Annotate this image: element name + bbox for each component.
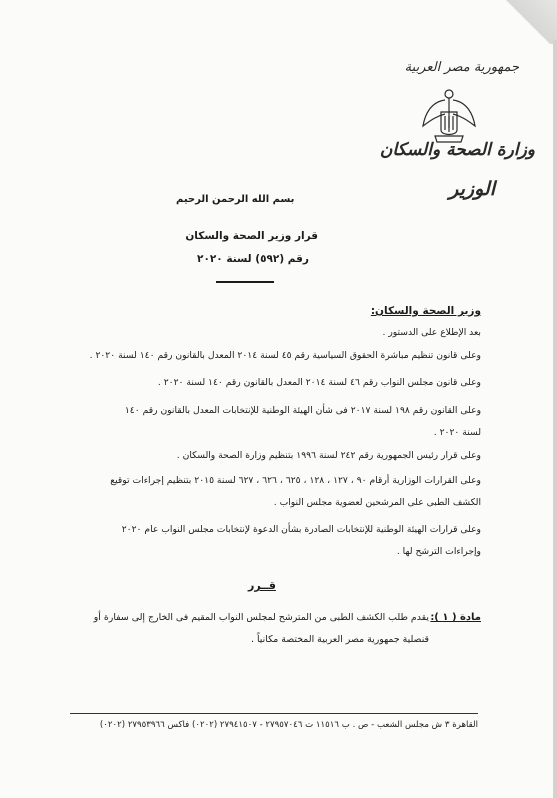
addressee-heading: وزير الصحة والسكان: — [370, 305, 481, 317]
coat-of-arms-icon — [421, 84, 477, 146]
preamble-paragraph — [81, 322, 481, 344]
article-line: قنصلية جمهورية مصر العربية المختصة مكانياً . — [250, 634, 429, 645]
preamble-line: وعلى قانون تنظيم مباشرة الحقوق السياسية رقم ٤٥ لسنة ٢٠١٤ المعدل بالقانون رقم ١٤٠ لسنة ٢٠٢٠ . — [89, 350, 481, 361]
preamble-paragraph — [81, 345, 481, 367]
decision-heading: قــرر — [248, 579, 276, 592]
preamble-line: وعلى قرار رئيس الجمهورية رقم ٢٤٢ لسنة ١٩٩٦ بتنظيم وزارة الصحة والسكان . — [176, 450, 481, 461]
folded-corner — [497, 0, 557, 44]
basmala: بسم الله الرحمن الرحيم — [176, 194, 295, 205]
preamble-line: وعلى القرارات الوزارية أرقام ٩٠ ، ١٢٧ ، ١٢٨ ، ٦٢٥ ، ٦٢٦ ، ٦٢٧ لسنة ٢٠١٥ بتنظيم إجراءات توقيع — [110, 475, 481, 486]
preamble-paragraph — [81, 445, 481, 467]
preamble-line: وعلى قانون مجلس النواب رقم ٤٦ لسنة ٢٠١٤ المعدل بالقانون رقم ١٤٠ لسنة ٢٠٢٠ . — [157, 377, 481, 388]
article-line: يقدم طلب الكشف الطبى من المترشح لمجلس النواب المقيم فى الخارج إلى سفارة أو — [93, 612, 429, 623]
article-1-text — [87, 607, 429, 651]
preamble-line: وعلى القانون رقم ١٩٨ لسنة ٢٠١٧ فى شأن الهيئة الوطنية للإنتخابات المعدل بالقانون رقم ١٤٠ — [124, 405, 481, 416]
footer-contact: القاهرة ٣ ش مجلس الشعب - ص . ب ١١٥١٦ ت ٢٧٩٥٧٠٤٦ - ٢٧٩٤١٥٠٧ (٠٢٠٢) فاكس ٢٧٩٥٣٩٦٦ (٠٢٠٢) — [99, 720, 478, 730]
preamble-line: وعلى قرارات الهيئة الوطنية للإنتخابات الصادرة بشأن الدعوة لإنتخابات مجلس النواب عام ٢٠٢٠ — [121, 524, 481, 535]
preamble-paragraph — [81, 519, 481, 563]
preamble-line: لسنة ٢٠٢٠ . — [433, 427, 481, 438]
decree-title: قرار وزير الصحة والسكان — [185, 230, 318, 242]
page-edge-shadow — [553, 40, 557, 798]
preamble-line: الكشف الطبى على المرشحين لعضوية مجلس النواب . — [273, 497, 481, 508]
masthead-minister: الوزير — [449, 178, 495, 200]
masthead-ministry: وزارة الصحة والسكان — [379, 140, 535, 160]
preamble-paragraph — [81, 372, 481, 394]
preamble-line: بعد الإطلاع على الدستور . — [382, 327, 481, 338]
title-divider — [216, 281, 274, 283]
preamble-paragraph — [81, 470, 481, 514]
preamble-line: وإجراءات الترشح لها . — [396, 546, 481, 557]
preamble-paragraph — [81, 400, 481, 444]
masthead-republic: جمهورية مصر العربية — [404, 60, 519, 75]
footer-divider — [70, 713, 478, 714]
decree-number: رقم (٥٩٢) لسنة ٢٠٢٠ — [197, 253, 309, 265]
article-1-label: مادة ( ١ ): — [430, 612, 481, 623]
